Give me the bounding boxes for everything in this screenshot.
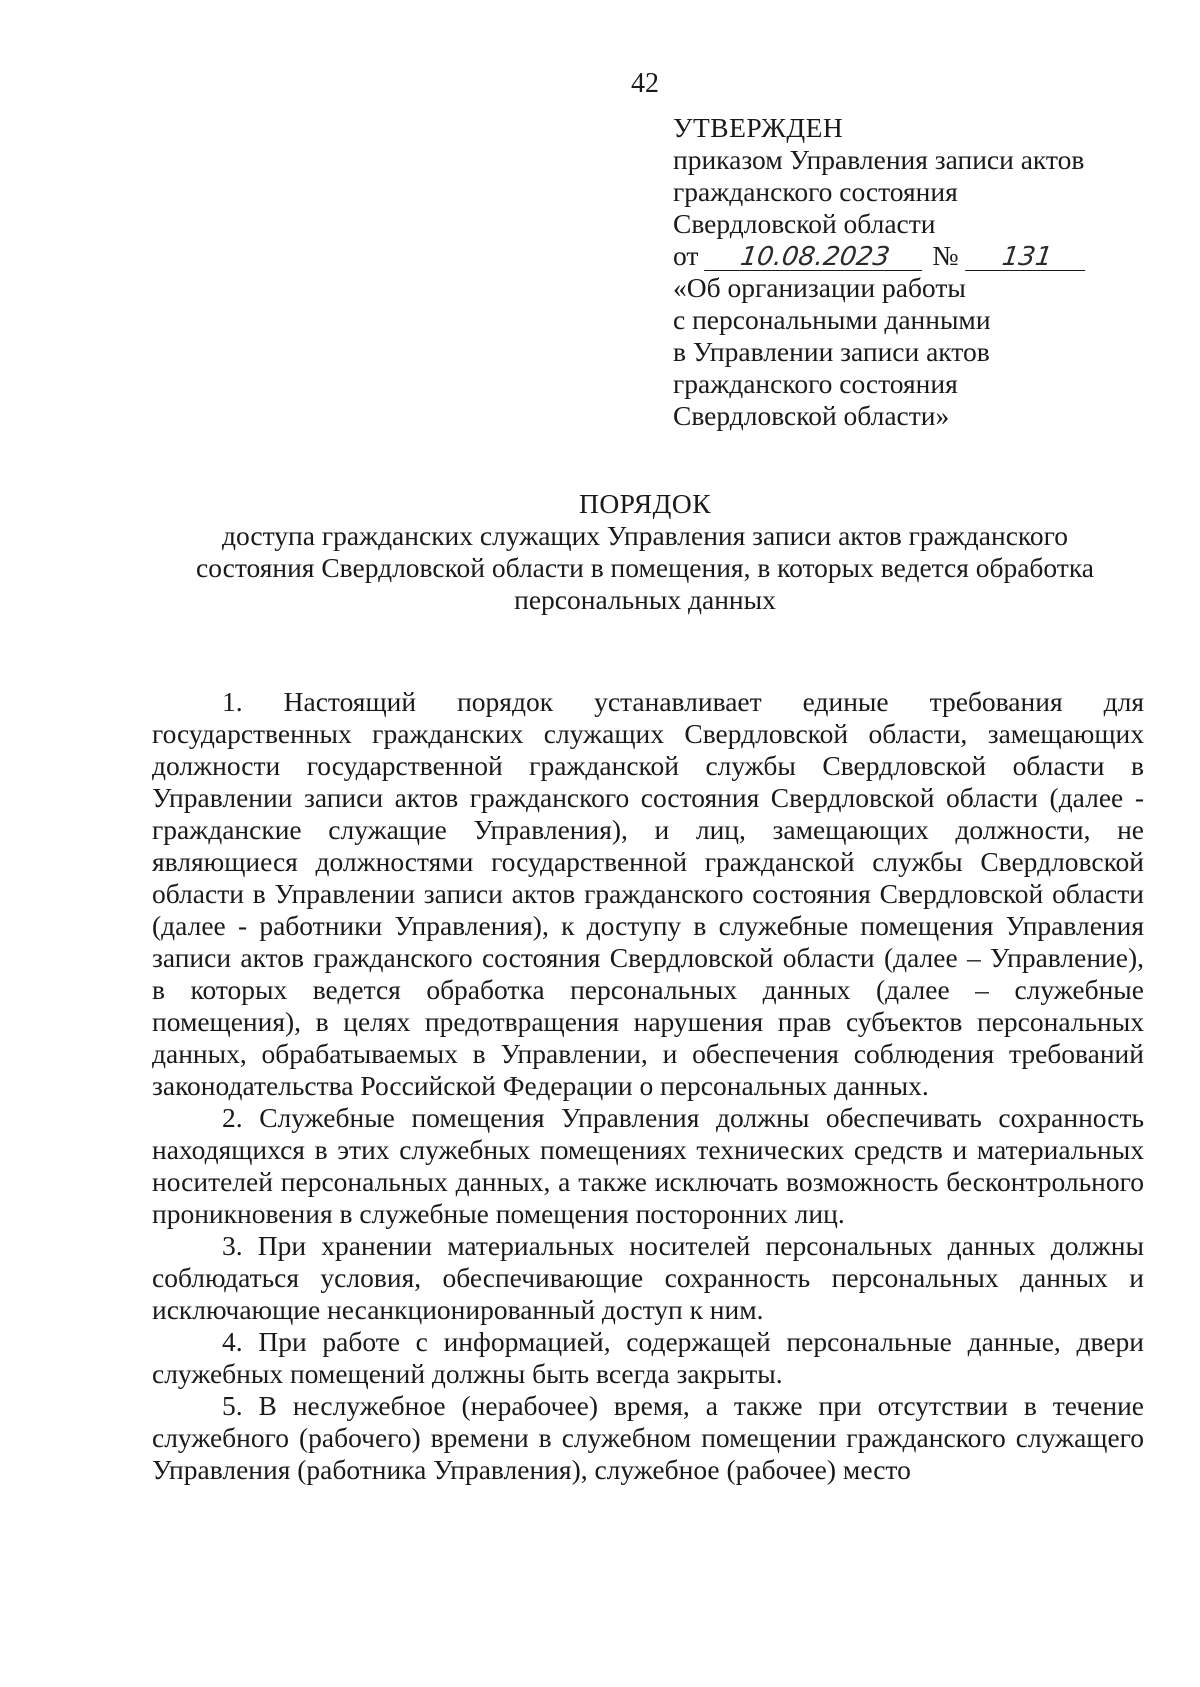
order-subject-line: Свердловской области» [673, 400, 950, 431]
paragraph-1: 1. Настоящий порядок устанавливает единые требования для государственных гражданских служащих Свердловской области, замещающих должности государственной гражданской службы Свердловской области в Управлении записи актов гражданского состояния Свердловской области (далее - гражданские служащие Управления), и лиц, замещающих должности, не являющиеся должностями государственной гражданской службы Свердловской области в Управлении записи актов гражданского состояния Свердловской области (далее - работники Управления), к доступу в служебные помещения Управления записи актов гражданского состояния Свердловской области (далее – Управление), в которых ведется обработка персональных данных (далее – служебные помещения), в целях предотвращения нарушения прав субъектов персональных данных, обрабатываемых в Управлении, и обеспечения соблюдения требований законодательства Российской Федерации о персональных данных. [152, 686, 1144, 1101]
document-subtitle-line: персональных данных [514, 584, 776, 615]
paragraph-5: 5. В неслужебное (нерабочее) время, а также при отсутствии в течение служебного (рабочего) времени в служебном помещении гражданского служащего Управления (работника Управления), служебное (рабочее) место [152, 1390, 1144, 1485]
order-date-number-line [673, 240, 1143, 272]
document-title: ПОРЯДОК [578, 488, 712, 519]
document-body [152, 686, 1144, 1486]
paragraph-2: 2. Служебные помещения Управления должны обеспечивать сохранность находящихся в этих служебных помещениях технических средств и материальных носителей персональных данных, а также исключать возможность бесконтрольного проникновения в служебные помещения посторонних лиц. [152, 1102, 1144, 1229]
document-title-block [150, 488, 1140, 616]
order-subject-line: в Управлении записи актов [673, 336, 990, 367]
order-subject-line: гражданского состояния [673, 368, 958, 399]
document-subtitle-line: доступа гражданских служащих Управления записи актов гражданского [222, 520, 1068, 551]
document-subtitle-line: состояния Свердловской области в помещения, в которых ведется обработка [196, 552, 1094, 583]
date-prefix: от [673, 240, 699, 271]
approval-stamp-block [673, 112, 1143, 432]
paragraph-4: 4. При работе с информацией, содержащей персональные данные, двери служебных помещений должны быть всегда закрыты. [152, 1326, 1144, 1389]
order-subject-line: с персональными данными [673, 304, 991, 335]
approval-line: гражданского состояния [673, 176, 958, 207]
order-subject-line: «Об организации работы [673, 272, 966, 303]
approval-line: Свердловской области [673, 208, 936, 239]
number-sign: № [932, 240, 959, 271]
page-number: 42 [631, 68, 659, 99]
approval-line: приказом Управления записи актов [673, 144, 1085, 175]
paragraph-3: 3. При хранении материальных носителей персональных данных должны соблюдаться условия, обеспечивающие сохранность персональных данных и исключающие несанкционированный доступ к ним. [152, 1230, 1144, 1325]
approval-heading: УТВЕРЖДЕН [673, 112, 844, 143]
handwritten-order-number: 131 [965, 244, 1089, 271]
handwritten-order-date: 10.08.2023 [705, 244, 927, 271]
